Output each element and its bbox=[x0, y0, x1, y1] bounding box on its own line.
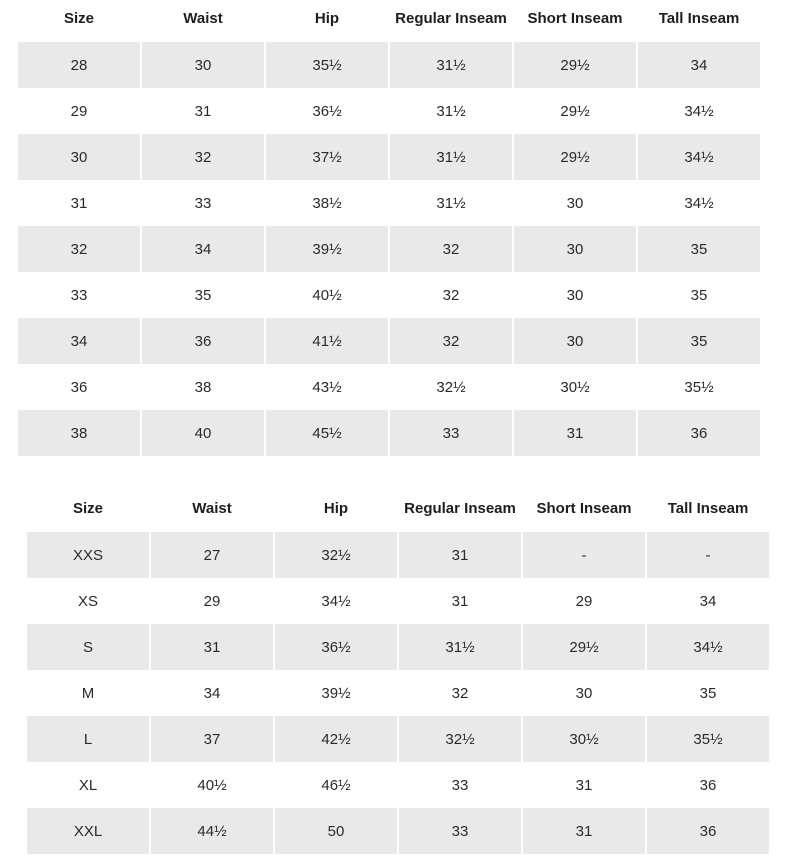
table-cell-regular-inseam: 33 bbox=[390, 410, 512, 456]
table-cell-short-inseam: 29½ bbox=[514, 42, 636, 88]
table-row bbox=[18, 364, 760, 410]
column-header-size: Size bbox=[63, 9, 94, 27]
table-cell-regular-inseam: 31½ bbox=[390, 134, 512, 180]
table-cell-waist: 37 bbox=[151, 716, 273, 762]
table-cell-size: XXS bbox=[27, 532, 149, 578]
table-cell-size: 30 bbox=[18, 134, 140, 180]
table-cell-regular-inseam: 31 bbox=[399, 532, 521, 578]
table-cell-waist: 31 bbox=[142, 88, 264, 134]
column-header-tall-inseam: Tall Inseam bbox=[667, 499, 749, 517]
table-row bbox=[27, 670, 769, 716]
table-row bbox=[18, 42, 760, 88]
table-cell-hip: 42½ bbox=[275, 716, 397, 762]
table-cell-size: XL bbox=[27, 762, 149, 808]
table-cell-hip: 50 bbox=[275, 808, 397, 854]
table-cell-short-inseam: 31 bbox=[523, 808, 645, 854]
table-cell-waist: 34 bbox=[142, 226, 264, 272]
table-cell-waist: 40 bbox=[142, 410, 264, 456]
table-cell-tall-inseam: 35 bbox=[638, 272, 760, 318]
table-cell-short-inseam: 30 bbox=[523, 670, 645, 716]
table-cell-size: XS bbox=[27, 578, 149, 624]
table-cell-size: 36 bbox=[18, 364, 140, 410]
table-cell-hip: 40½ bbox=[266, 272, 388, 318]
table-cell-hip: 34½ bbox=[275, 578, 397, 624]
table-cell-regular-inseam: 31½ bbox=[390, 88, 512, 134]
table-cell-size: 31 bbox=[18, 180, 140, 226]
table-cell-hip: 32½ bbox=[275, 532, 397, 578]
table-cell-waist: 30 bbox=[142, 42, 264, 88]
table-cell-regular-inseam: 32½ bbox=[399, 716, 521, 762]
table-row bbox=[18, 318, 760, 364]
table-cell-tall-inseam: 36 bbox=[647, 762, 769, 808]
table-cell-hip: 36½ bbox=[275, 624, 397, 670]
table-cell-short-inseam: 30 bbox=[514, 272, 636, 318]
column-header-short-inseam: Short Inseam bbox=[527, 9, 623, 27]
table-cell-size: M bbox=[27, 670, 149, 716]
column-header-waist: Waist bbox=[192, 499, 232, 517]
header-row bbox=[18, 0, 760, 42]
table-cell-size: XXL bbox=[27, 808, 149, 854]
table-cell-waist: 32 bbox=[142, 134, 264, 180]
table-cell-hip: 37½ bbox=[266, 134, 388, 180]
table-row bbox=[18, 226, 760, 272]
table-row bbox=[18, 88, 760, 134]
table-cell-short-inseam: 30½ bbox=[523, 716, 645, 762]
table-cell-regular-inseam: 32 bbox=[390, 318, 512, 364]
table-cell-waist: 34 bbox=[151, 670, 273, 716]
table-cell-hip: 45½ bbox=[266, 410, 388, 456]
table-cell-short-inseam: 31 bbox=[514, 410, 636, 456]
table-cell-tall-inseam: 34 bbox=[647, 578, 769, 624]
table-cell-waist: 27 bbox=[151, 532, 273, 578]
table-cell-waist: 40½ bbox=[151, 762, 273, 808]
table-cell-short-inseam: 29½ bbox=[514, 88, 636, 134]
table-cell-waist: 35 bbox=[142, 272, 264, 318]
numeric-size-chart bbox=[16, 0, 762, 456]
table-row bbox=[27, 532, 769, 578]
column-header-regular-inseam: Regular Inseam bbox=[395, 9, 507, 27]
table-cell-regular-inseam: 31½ bbox=[399, 624, 521, 670]
table-cell-regular-inseam: 33 bbox=[399, 808, 521, 854]
header-row bbox=[27, 490, 769, 532]
table-cell-hip: 39½ bbox=[266, 226, 388, 272]
table-cell-short-inseam: 30½ bbox=[514, 364, 636, 410]
table-cell-tall-inseam: 35 bbox=[638, 318, 760, 364]
table-cell-regular-inseam: 31½ bbox=[390, 42, 512, 88]
column-header-size: Size bbox=[72, 499, 103, 517]
table-cell-waist: 29 bbox=[151, 578, 273, 624]
table-cell-hip: 36½ bbox=[266, 88, 388, 134]
table-row bbox=[27, 578, 769, 624]
table-cell-short-inseam: 31 bbox=[523, 762, 645, 808]
table-cell-hip: 43½ bbox=[266, 364, 388, 410]
table-cell-short-inseam: 30 bbox=[514, 318, 636, 364]
column-header-short-inseam: Short Inseam bbox=[536, 499, 632, 517]
table-row bbox=[18, 410, 760, 456]
table-cell-size: L bbox=[27, 716, 149, 762]
table-cell-waist: 31 bbox=[151, 624, 273, 670]
table-cell-regular-inseam: 32 bbox=[390, 272, 512, 318]
table-cell-waist: 44½ bbox=[151, 808, 273, 854]
table-row bbox=[27, 762, 769, 808]
table-row bbox=[18, 180, 760, 226]
table-cell-size: 38 bbox=[18, 410, 140, 456]
letter-size-chart bbox=[25, 490, 771, 854]
table-cell-waist: 38 bbox=[142, 364, 264, 410]
table-row bbox=[27, 624, 769, 670]
table-cell-tall-inseam: 36 bbox=[647, 808, 769, 854]
table-cell-tall-inseam: 34½ bbox=[638, 180, 760, 226]
table-cell-tall-inseam: 34 bbox=[638, 42, 760, 88]
column-header-tall-inseam: Tall Inseam bbox=[658, 9, 740, 27]
table-cell-short-inseam: 29½ bbox=[514, 134, 636, 180]
table-cell-short-inseam: 29½ bbox=[523, 624, 645, 670]
table-cell-regular-inseam: 32 bbox=[390, 226, 512, 272]
table-cell-tall-inseam: 36 bbox=[638, 410, 760, 456]
table-cell-tall-inseam: 35½ bbox=[647, 716, 769, 762]
table-cell-hip: 41½ bbox=[266, 318, 388, 364]
table-cell-size: 34 bbox=[18, 318, 140, 364]
table-row bbox=[18, 134, 760, 180]
table-cell-hip: 46½ bbox=[275, 762, 397, 808]
table-cell-tall-inseam: 35 bbox=[638, 226, 760, 272]
table-cell-regular-inseam: 33 bbox=[399, 762, 521, 808]
table-cell-size: 33 bbox=[18, 272, 140, 318]
table-cell-tall-inseam: 34½ bbox=[647, 624, 769, 670]
table-cell-hip: 39½ bbox=[275, 670, 397, 716]
table-cell-regular-inseam: 31½ bbox=[390, 180, 512, 226]
column-header-hip: Hip bbox=[314, 9, 340, 27]
table-cell-size: 32 bbox=[18, 226, 140, 272]
table-row bbox=[27, 808, 769, 854]
table-cell-size: 29 bbox=[18, 88, 140, 134]
column-header-hip: Hip bbox=[323, 499, 349, 517]
table-cell-tall-inseam: 35 bbox=[647, 670, 769, 716]
table-cell-regular-inseam: 32½ bbox=[390, 364, 512, 410]
table-cell-waist: 36 bbox=[142, 318, 264, 364]
table-cell-tall-inseam: 35½ bbox=[638, 364, 760, 410]
table-cell-size: S bbox=[27, 624, 149, 670]
table-cell-waist: 33 bbox=[142, 180, 264, 226]
table-cell-regular-inseam: 31 bbox=[399, 578, 521, 624]
column-header-regular-inseam: Regular Inseam bbox=[404, 499, 516, 517]
table-cell-tall-inseam: - bbox=[647, 532, 769, 578]
table-cell-hip: 38½ bbox=[266, 180, 388, 226]
table-cell-size: 28 bbox=[18, 42, 140, 88]
table-cell-tall-inseam: 34½ bbox=[638, 88, 760, 134]
table-row bbox=[27, 716, 769, 762]
table-cell-regular-inseam: 32 bbox=[399, 670, 521, 716]
table-cell-short-inseam: 30 bbox=[514, 226, 636, 272]
table-row bbox=[18, 272, 760, 318]
column-header-waist: Waist bbox=[183, 9, 223, 27]
table-cell-short-inseam: 29 bbox=[523, 578, 645, 624]
table-cell-short-inseam: - bbox=[523, 532, 645, 578]
table-cell-short-inseam: 30 bbox=[514, 180, 636, 226]
table-cell-tall-inseam: 34½ bbox=[638, 134, 760, 180]
table-cell-hip: 35½ bbox=[266, 42, 388, 88]
